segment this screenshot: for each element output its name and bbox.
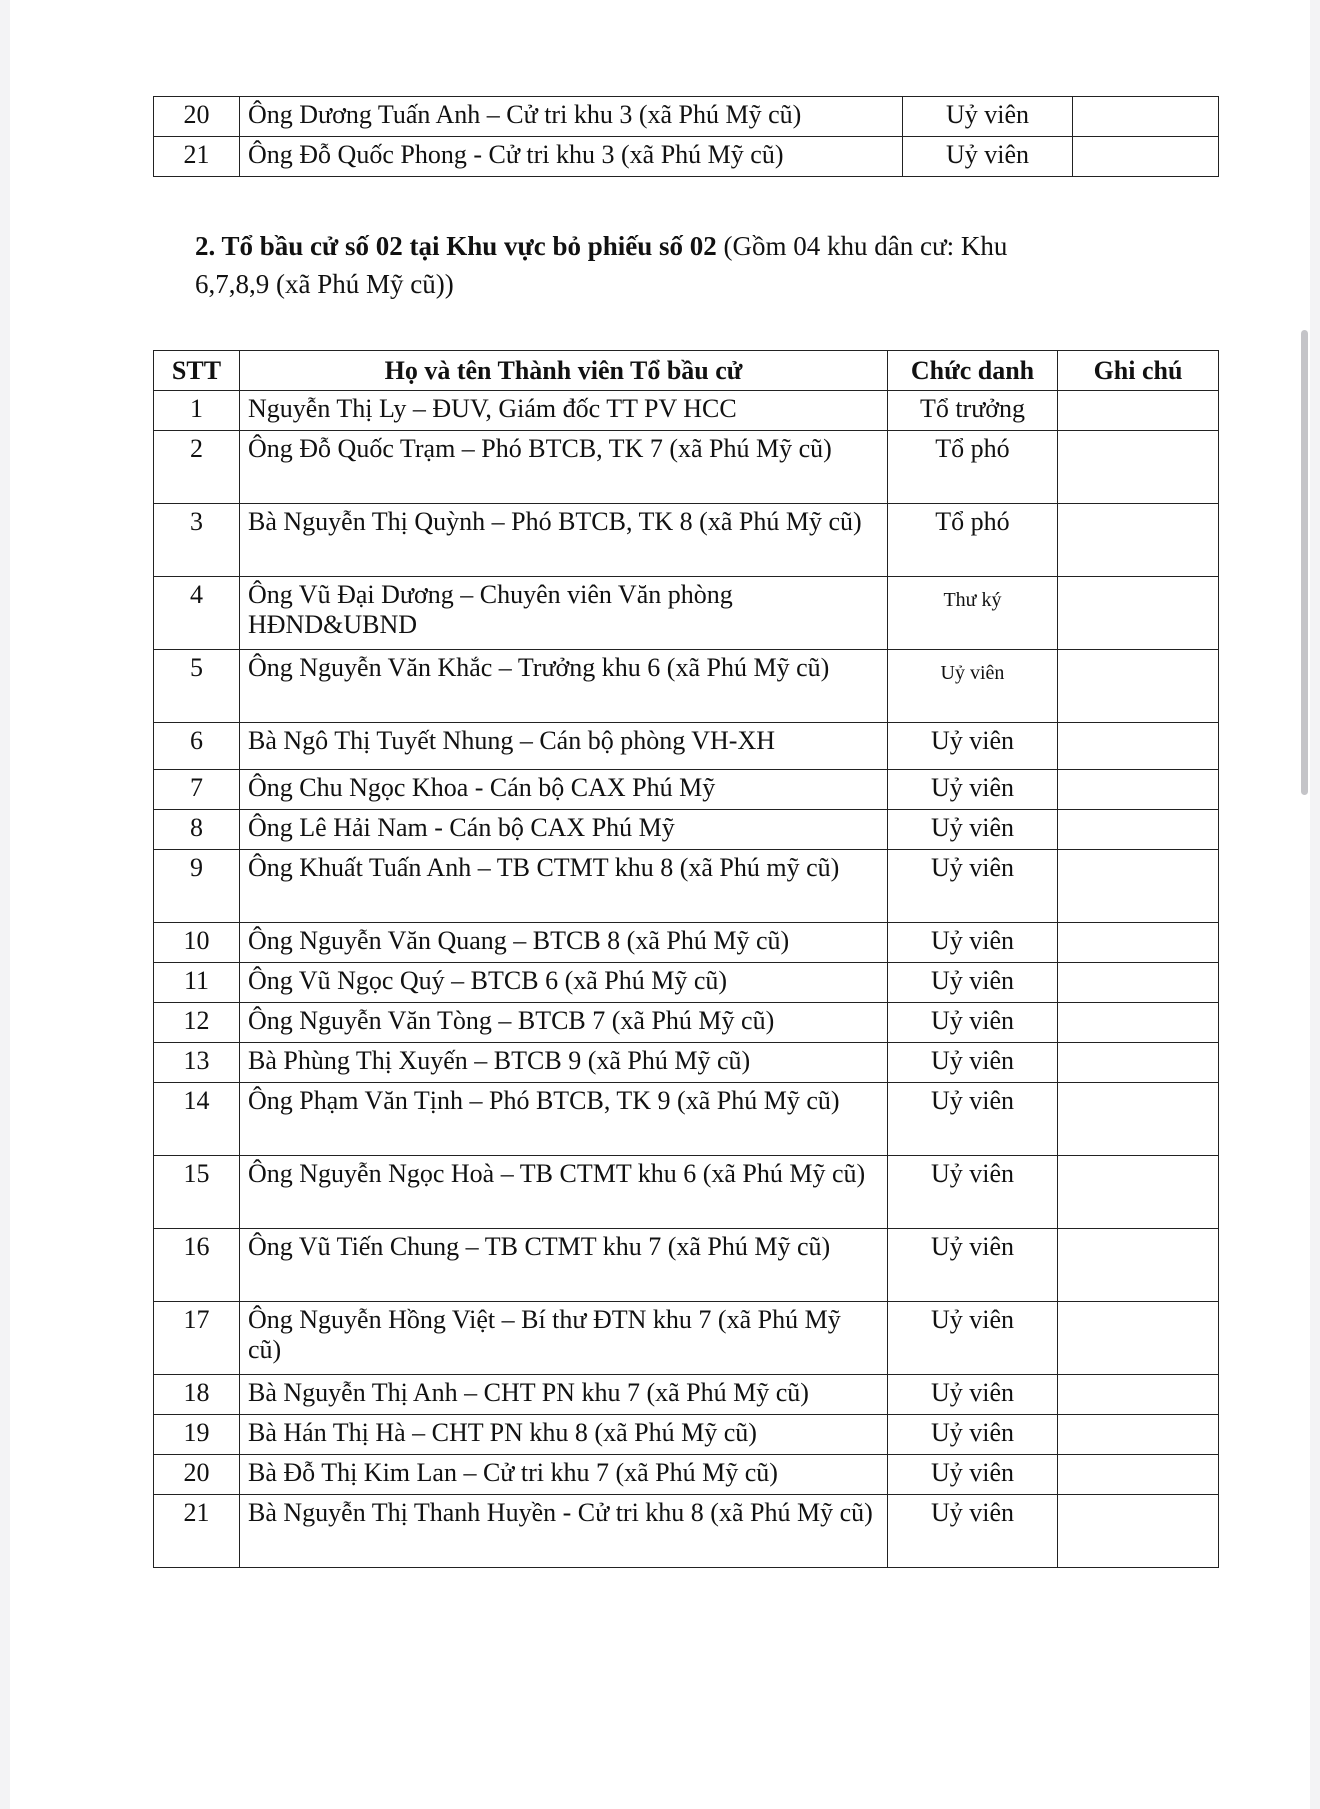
row-stt: 17 — [154, 1302, 240, 1375]
scrollbar-thumb[interactable] — [1301, 330, 1308, 795]
row-role: Uỷ viên — [888, 770, 1058, 810]
row-role: Uỷ viên — [903, 137, 1073, 177]
table-row — [154, 1455, 1219, 1495]
table-row — [154, 577, 1219, 650]
row-role: Uỷ viên — [888, 810, 1058, 850]
row-name: Ông Vũ Ngọc Quý – BTCB 6 (xã Phú Mỹ cũ) — [240, 963, 888, 1003]
row-note — [1058, 650, 1219, 723]
row-note — [1058, 810, 1219, 850]
row-stt: 15 — [154, 1156, 240, 1229]
row-role: Tổ phó — [888, 504, 1058, 577]
row-note — [1058, 1495, 1219, 1568]
row-role: Uỷ viên — [888, 723, 1058, 770]
row-name: Bà Ngô Thị Tuyết Nhung – Cán bộ phòng VH-XH — [240, 723, 888, 770]
table-row — [154, 1003, 1219, 1043]
header-stt: STT — [154, 351, 240, 391]
row-name: Ông Khuất Tuấn Anh – TB CTMT khu 8 (xã Phú mỹ cũ) — [240, 850, 888, 923]
header-name: Họ và tên Thành viên Tổ bầu cử — [240, 351, 888, 391]
row-name: Ông Nguyễn Văn Tòng – BTCB 7 (xã Phú Mỹ cũ) — [240, 1003, 888, 1043]
row-note — [1058, 431, 1219, 504]
header-role: Chức danh — [888, 351, 1058, 391]
members-table-continued — [153, 96, 1219, 177]
row-role: Uỷ viên — [888, 1455, 1058, 1495]
row-note — [1058, 1302, 1219, 1375]
row-name: Nguyễn Thị Ly – ĐUV, Giám đốc TT PV HCC — [240, 391, 888, 431]
row-name: Ông Lê Hải Nam - Cán bộ CAX Phú Mỹ — [240, 810, 888, 850]
row-stt: 11 — [154, 963, 240, 1003]
row-name: Ông Dương Tuấn Anh – Cử tri khu 3 (xã Phú Mỹ cũ) — [240, 97, 903, 137]
row-name: Ông Phạm Văn Tịnh – Phó BTCB, TK 9 (xã Phú Mỹ cũ) — [240, 1083, 888, 1156]
row-role: Uỷ viên — [888, 1156, 1058, 1229]
row-role: Uỷ viên — [888, 1302, 1058, 1375]
table-row — [154, 504, 1219, 577]
table-row — [154, 963, 1219, 1003]
members-table — [153, 350, 1219, 1568]
row-stt: 20 — [154, 97, 240, 137]
row-stt: 8 — [154, 810, 240, 850]
row-name: Ông Đỗ Quốc Trạm – Phó BTCB, TK 7 (xã Phú Mỹ cũ) — [240, 431, 888, 504]
row-note — [1058, 504, 1219, 577]
row-note — [1058, 850, 1219, 923]
row-role: Uỷ viên — [888, 1003, 1058, 1043]
row-stt: 6 — [154, 723, 240, 770]
row-stt: 2 — [154, 431, 240, 504]
row-name: Ông Đỗ Quốc Phong - Cử tri khu 3 (xã Phú Mỹ cũ) — [240, 137, 903, 177]
row-note — [1058, 770, 1219, 810]
row-role: Uỷ viên — [888, 1375, 1058, 1415]
row-stt: 10 — [154, 923, 240, 963]
row-role: Uỷ viên — [888, 963, 1058, 1003]
row-role: Uỷ viên — [888, 650, 1058, 723]
table-row — [154, 850, 1219, 923]
row-role: Uỷ viên — [888, 1495, 1058, 1568]
row-stt: 21 — [154, 1495, 240, 1568]
row-stt: 3 — [154, 504, 240, 577]
table-row — [154, 97, 1219, 137]
table-row — [154, 650, 1219, 723]
row-name: Bà Nguyễn Thị Thanh Huyền - Cử tri khu 8 (xã Phú Mỹ cũ) — [240, 1495, 888, 1568]
table-row — [154, 923, 1219, 963]
row-stt: 9 — [154, 850, 240, 923]
row-note — [1058, 723, 1219, 770]
row-name: Ông Vũ Đại Dương – Chuyên viên Văn phòng HĐND&UBND — [240, 577, 888, 650]
row-name: Ông Vũ Tiến Chung – TB CTMT khu 7 (xã Phú Mỹ cũ) — [240, 1229, 888, 1302]
row-stt: 20 — [154, 1455, 240, 1495]
row-stt: 1 — [154, 391, 240, 431]
row-note — [1058, 1455, 1219, 1495]
row-role: Tổ phó — [888, 431, 1058, 504]
row-note — [1058, 1083, 1219, 1156]
row-name: Ông Nguyễn Văn Khắc – Trưởng khu 6 (xã Phú Mỹ cũ) — [240, 650, 888, 723]
row-name: Bà Đỗ Thị Kim Lan – Cử tri khu 7 (xã Phú Mỹ cũ) — [240, 1455, 888, 1495]
row-name: Ông Chu Ngọc Khoa - Cán bộ CAX Phú Mỹ — [240, 770, 888, 810]
table-row — [154, 1083, 1219, 1156]
row-note — [1058, 1043, 1219, 1083]
row-note — [1058, 1229, 1219, 1302]
row-note — [1073, 97, 1219, 137]
row-note — [1058, 1375, 1219, 1415]
table-header-row — [154, 351, 1219, 391]
header-note: Ghi chú — [1058, 351, 1219, 391]
row-role: Thư ký — [888, 577, 1058, 650]
row-stt: 21 — [154, 137, 240, 177]
row-name: Bà Phùng Thị Xuyến – BTCB 9 (xã Phú Mỹ cũ) — [240, 1043, 888, 1083]
row-role: Uỷ viên — [888, 1415, 1058, 1455]
row-note — [1058, 963, 1219, 1003]
row-stt: 12 — [154, 1003, 240, 1043]
section-heading-rest: (Gồm 04 khu dân cư: Khu — [716, 231, 1008, 261]
row-role: Uỷ viên — [888, 1229, 1058, 1302]
table-row — [154, 1302, 1219, 1375]
table-row — [154, 391, 1219, 431]
table-row — [154, 1495, 1219, 1568]
row-stt: 18 — [154, 1375, 240, 1415]
row-note — [1058, 1156, 1219, 1229]
row-name: Ông Nguyễn Hồng Việt – Bí thư ĐTN khu 7 (xã Phú Mỹ cũ) — [240, 1302, 888, 1375]
row-name: Ông Nguyễn Ngọc Hoà – TB CTMT khu 6 (xã Phú Mỹ cũ) — [240, 1156, 888, 1229]
row-note — [1058, 577, 1219, 650]
row-stt: 14 — [154, 1083, 240, 1156]
row-stt: 13 — [154, 1043, 240, 1083]
row-stt: 19 — [154, 1415, 240, 1455]
row-role: Tổ trưởng — [888, 391, 1058, 431]
row-note — [1058, 1415, 1219, 1455]
section-heading — [195, 228, 1215, 264]
row-name: Ông Nguyễn Văn Quang – BTCB 8 (xã Phú Mỹ cũ) — [240, 923, 888, 963]
row-stt: 5 — [154, 650, 240, 723]
table-row — [154, 810, 1219, 850]
row-role: Uỷ viên — [888, 1043, 1058, 1083]
table-row — [154, 1415, 1219, 1455]
row-stt: 4 — [154, 577, 240, 650]
row-note — [1058, 923, 1219, 963]
row-role: Uỷ viên — [888, 923, 1058, 963]
table-row — [154, 770, 1219, 810]
row-stt: 16 — [154, 1229, 240, 1302]
table-row — [154, 1156, 1219, 1229]
row-note — [1058, 391, 1219, 431]
table-row — [154, 137, 1219, 177]
row-stt: 7 — [154, 770, 240, 810]
section-heading-line2: 6,7,8,9 (xã Phú Mỹ cũ)) — [195, 269, 454, 299]
section-heading-bold: 2. Tổ bầu cử số 02 tại Khu vực bỏ phiếu số 02 — [195, 231, 717, 261]
row-note — [1073, 137, 1219, 177]
row-role: Uỷ viên — [888, 1083, 1058, 1156]
table-row — [154, 723, 1219, 770]
table-row — [154, 1375, 1219, 1415]
row-name: Bà Hán Thị Hà – CHT PN khu 8 (xã Phú Mỹ cũ) — [240, 1415, 888, 1455]
row-name: Bà Nguyễn Thị Quỳnh – Phó BTCB, TK 8 (xã Phú Mỹ cũ) — [240, 504, 888, 577]
table-row — [154, 1229, 1219, 1302]
row-name: Bà Nguyễn Thị Anh – CHT PN khu 7 (xã Phú Mỹ cũ) — [240, 1375, 888, 1415]
row-role: Uỷ viên — [903, 97, 1073, 137]
row-note — [1058, 1003, 1219, 1043]
table-row — [154, 431, 1219, 504]
table-row — [154, 1043, 1219, 1083]
row-role: Uỷ viên — [888, 850, 1058, 923]
